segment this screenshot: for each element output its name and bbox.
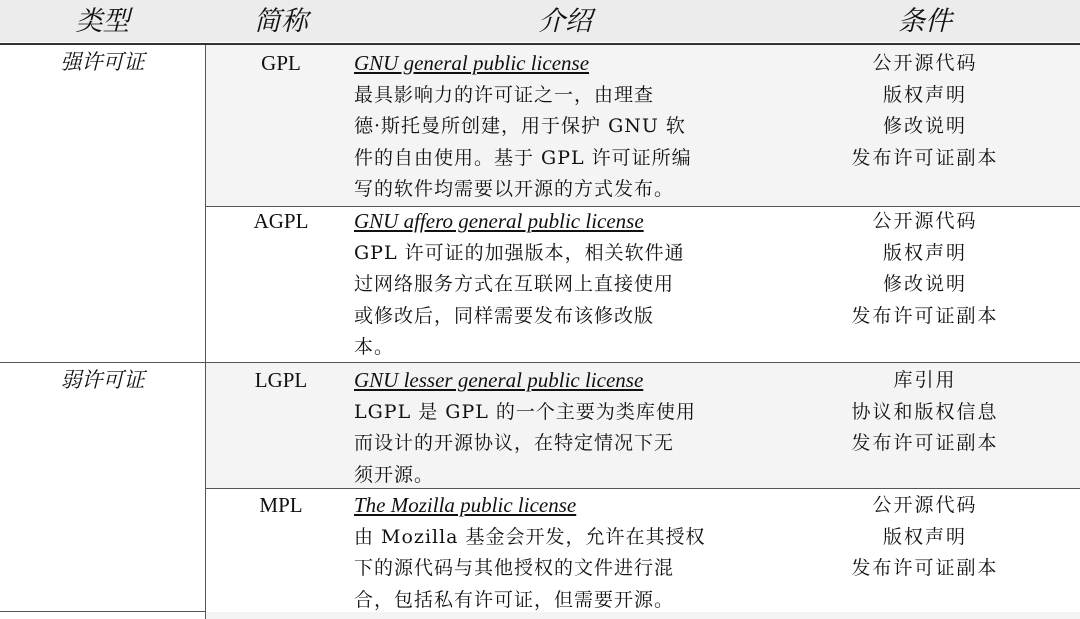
group-label-weak: 弱许可证: [60, 368, 145, 392]
group-divider: [0, 611, 205, 612]
intro-line: 下的源代码与其他授权的文件进行混: [354, 557, 675, 579]
intro-line: GPL 许可证的加强版本，相关软件通: [354, 241, 685, 264]
condition-item: 公开源代码: [872, 210, 978, 232]
header-conditions: 条件: [898, 6, 952, 37]
intro-line: LGPL 是 GPL 的一个主要为类库使用: [354, 400, 696, 423]
abbr-mpl: MPL: [259, 493, 303, 517]
condition-item: 修改说明: [882, 115, 967, 137]
abbr-lgpl: LGPL: [254, 368, 308, 392]
column-divider: [205, 45, 206, 619]
condition-item: 版权声明: [882, 525, 967, 548]
intro-line: 最具影响力的许可证之一，由理查: [354, 83, 655, 106]
group-label-strong: 强许可证: [60, 50, 145, 74]
condition-item: 发布许可证副本: [851, 146, 999, 169]
conditions-mpl: [790, 490, 1060, 585]
condition-item: 版权声明: [882, 241, 967, 264]
condition-item: 协议和版权信息: [851, 400, 999, 423]
intro-line: 合，包括私有许可证，但需要开源。: [354, 588, 675, 611]
abbr-gpl: GPL: [261, 51, 301, 75]
license-title: GNU lesser general public license: [354, 368, 644, 392]
intro-line: 或修改后，同样需要发布该修改版: [354, 304, 655, 327]
condition-item: 版权声明: [882, 83, 967, 106]
condition-item: 发布许可证副本: [851, 304, 999, 327]
condition-item: 发布许可证副本: [851, 557, 999, 579]
header-abbr: 简称: [254, 6, 308, 37]
license-title: The Mozilla public license: [354, 493, 577, 517]
intro-line: 德·斯托曼所创建，用于保护 GNU 软: [354, 115, 686, 137]
conditions-gpl: [790, 48, 1060, 174]
conditions-lgpl: [790, 365, 1060, 460]
condition-item: 库引用: [893, 369, 957, 391]
header-type: 类型: [75, 6, 130, 37]
intro-lgpl: [354, 365, 764, 491]
intro-agpl: [354, 206, 764, 364]
condition-item: 修改说明: [882, 273, 967, 295]
license-title: GNU affero general public license: [354, 209, 644, 233]
condition-item: 公开源代码: [872, 52, 978, 74]
condition-item: 发布许可证副本: [851, 432, 999, 454]
conditions-agpl: [790, 206, 1060, 332]
intro-line: 写的软件均需要以开源的方式发布。: [354, 178, 675, 200]
intro-line: 过网络服务方式在互联网上直接使用: [354, 273, 675, 295]
table-header: [0, 0, 1080, 42]
intro-line: 件的自由使用。基于 GPL 许可证所编: [354, 146, 692, 169]
intro-mpl: [354, 490, 764, 616]
intro-line: 须开源。: [354, 463, 435, 486]
intro-gpl: [354, 48, 764, 206]
intro-line: 而设计的开源协议，在特定情况下无: [354, 432, 675, 454]
abbr-agpl: AGPL: [253, 209, 309, 233]
intro-line: 本。: [354, 336, 395, 358]
header-intro: 介绍: [538, 6, 592, 37]
intro-line: 由 Mozilla 基金会开发，允许在其授权: [354, 525, 706, 548]
condition-item: 公开源代码: [872, 494, 978, 516]
license-title: GNU general public license: [354, 51, 590, 75]
